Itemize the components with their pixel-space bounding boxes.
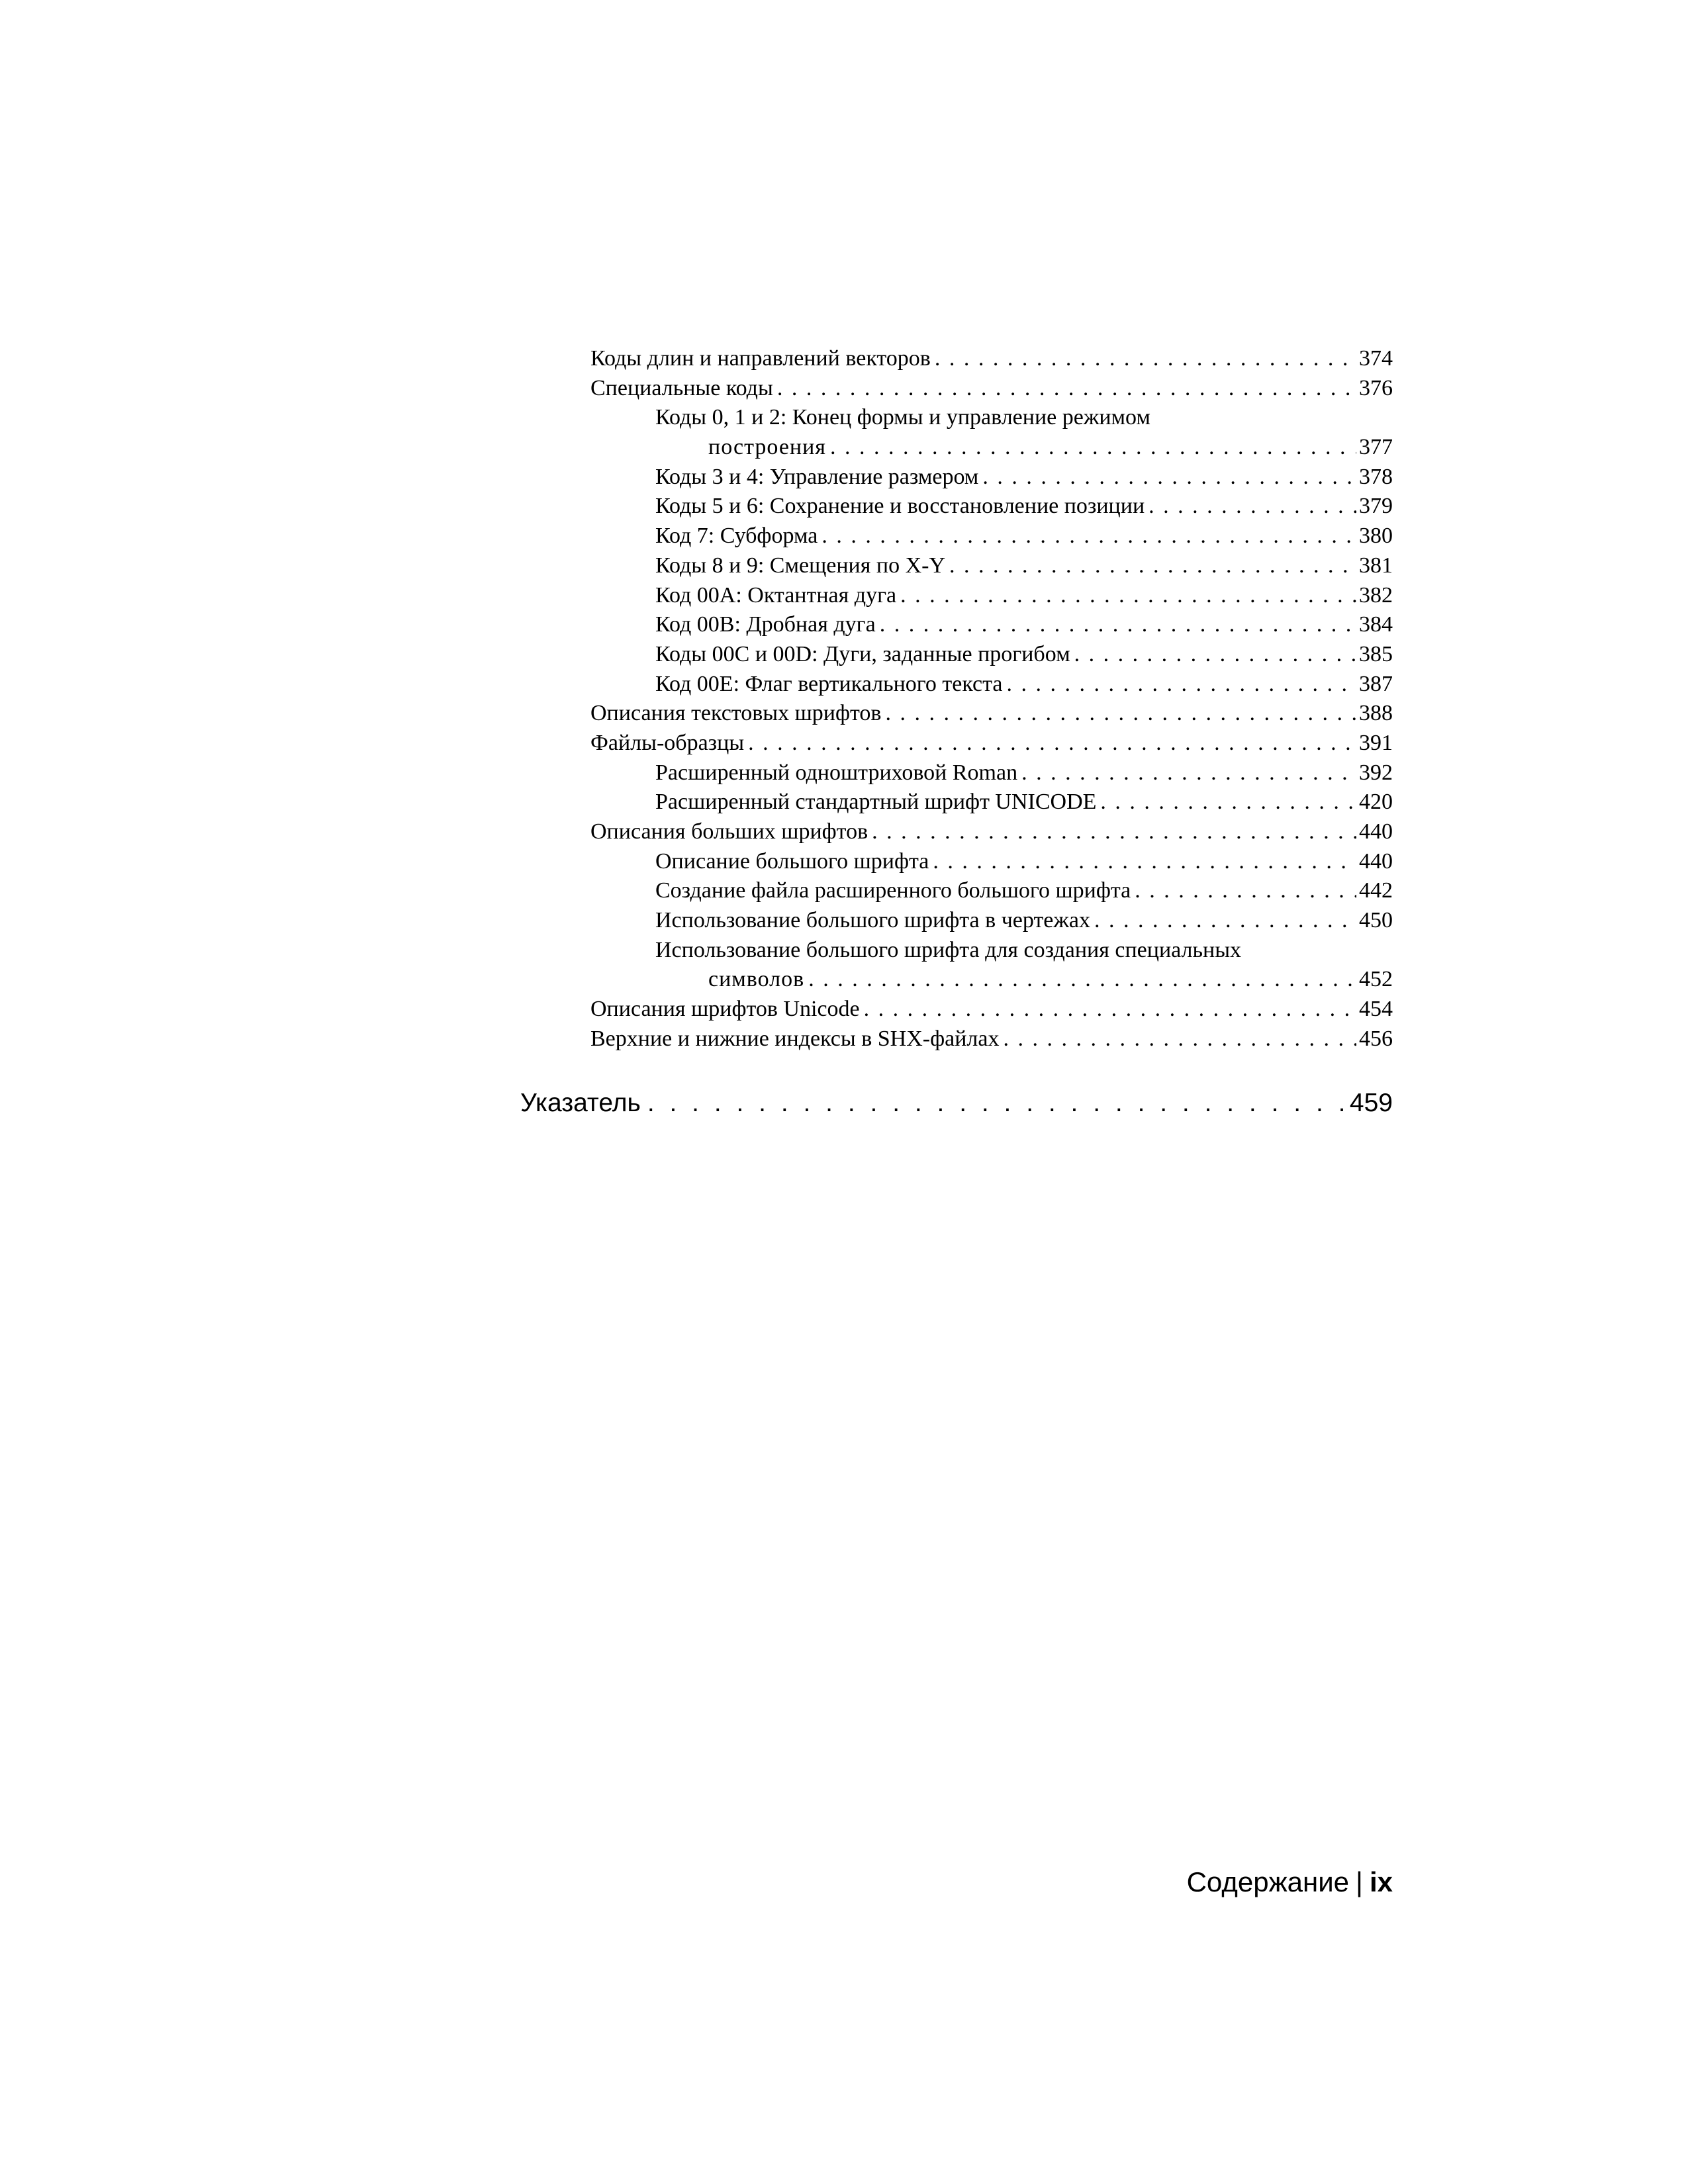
toc-entry-page: 384 [1359, 612, 1393, 637]
toc-entry-title: Создание файла расширенного большого шрифта [655, 878, 1131, 903]
toc-entry[interactable] [590, 670, 1393, 700]
toc-entry-title: Код 00B: Дробная дуга [655, 612, 876, 637]
footer-section-title: Содержание [1186, 1866, 1350, 1897]
dot-leader [1131, 876, 1356, 906]
toc-entry[interactable] [590, 610, 1393, 640]
dot-leader [860, 995, 1356, 1024]
dot-leader [1017, 758, 1356, 788]
toc-entry-title-line1: Использование большого шрифта для создания специальных [655, 937, 1242, 962]
dot-leader [868, 817, 1356, 847]
toc-entry-page: 450 [1359, 908, 1393, 933]
dot-leader [999, 1024, 1356, 1054]
toc-entry-title: Код 00E: Флаг вертикального текста [655, 671, 1003, 696]
toc-entry-page: 381 [1359, 553, 1393, 578]
dot-leader [929, 847, 1356, 877]
toc-entry[interactable] [590, 640, 1393, 670]
toc-entry-title-line1: Коды 0, 1 и 2: Конец формы и управление режимом [655, 405, 1150, 430]
toc-entry[interactable] [590, 995, 1393, 1024]
dot-leader [1002, 670, 1356, 700]
dot-leader [945, 551, 1356, 581]
dot-leader [876, 610, 1356, 640]
dot-leader [818, 522, 1356, 551]
toc-entry-title: Коды 00C и 00D: Дуги, заданные прогибом [655, 641, 1070, 666]
toc-entry-page: 379 [1359, 494, 1393, 519]
toc-entry-title: Коды 5 и 6: Сохранение и восстановление позиции [655, 494, 1145, 519]
toc-entry-title: Расширенный одноштриховой Roman [655, 760, 1018, 785]
toc-entry[interactable] [590, 522, 1393, 551]
dot-leader [1145, 492, 1356, 522]
dot-leader [773, 374, 1356, 404]
dot-leader [826, 433, 1356, 463]
toc-entry-page: 440 [1359, 848, 1393, 874]
index-entry-title: Указатель [520, 1089, 641, 1117]
dot-leader [1070, 640, 1356, 670]
toc-entry-title: Описания больших шрифтов [590, 819, 868, 844]
toc-entry-title: Коды 8 и 9: Смещения по X-Y [655, 553, 945, 578]
toc-entry[interactable] [590, 758, 1393, 788]
toc-entry-page: 374 [1359, 346, 1393, 371]
toc-entry-title: Специальные коды [590, 375, 773, 400]
toc-entry[interactable] [590, 581, 1393, 611]
toc-entry[interactable] [590, 876, 1393, 906]
toc-entry[interactable] [590, 492, 1393, 522]
toc-entry[interactable] [590, 1024, 1393, 1054]
toc-entry-title: Код 00A: Октантная дуга [655, 582, 897, 608]
toc-entry[interactable] [590, 463, 1393, 492]
toc-entry-title: Описания текстовых шрифтов [590, 701, 882, 726]
toc-entry-title: Использование большого шрифта в чертежах [655, 908, 1090, 933]
toc-entry-page: 376 [1359, 375, 1393, 400]
dot-leader [978, 463, 1356, 492]
dot-leader [804, 965, 1356, 995]
toc-entry-page: 380 [1359, 523, 1393, 549]
dot-leader [931, 344, 1356, 374]
dot-leader [896, 581, 1356, 611]
toc-entry-title: Описание большого шрифта [655, 848, 929, 874]
toc-entry[interactable] [590, 729, 1393, 758]
toc-entry[interactable] [590, 817, 1393, 847]
page-footer [1187, 1866, 1393, 1898]
toc-entry-page: 391 [1359, 730, 1393, 755]
toc-entry-title: Файлы-образцы [590, 730, 745, 755]
toc-entry-title-line2: символов [708, 967, 805, 992]
toc-entry-title: Расширенный стандартный шрифт UNICODE [655, 790, 1097, 815]
toc-entry[interactable] [590, 788, 1393, 817]
index-toc-entry[interactable] [520, 1089, 1393, 1118]
toc-entry[interactable] [590, 847, 1393, 877]
toc-entry-title: Описания шрифтов Unicode [590, 997, 860, 1022]
toc-entry[interactable] [590, 936, 1393, 995]
toc-entry-page: 387 [1359, 671, 1393, 696]
toc-entry-title: Код 7: Субформа [655, 523, 818, 549]
toc-entry-page: 440 [1359, 819, 1393, 844]
dot-leader [641, 1089, 1346, 1118]
toc-entry-page: 420 [1359, 790, 1393, 815]
toc-entry-page: 378 [1359, 464, 1393, 489]
toc-entry-page: 385 [1359, 641, 1393, 666]
toc-entry-title: Коды длин и направлений векторов [590, 346, 931, 371]
toc-entry-page: 454 [1359, 997, 1393, 1022]
table-of-contents [590, 344, 1393, 1054]
toc-entry-title: Коды 3 и 4: Управление размером [655, 464, 979, 489]
toc-entry-title-line2: построения [708, 435, 826, 460]
toc-entry[interactable] [590, 374, 1393, 404]
footer-separator: | [1356, 1866, 1363, 1897]
toc-entry-title: Верхние и нижние индексы в SHX-файлах [590, 1026, 1000, 1051]
toc-entry-page: 382 [1359, 582, 1393, 608]
toc-entry[interactable] [590, 344, 1393, 374]
toc-entry-page: 452 [1359, 967, 1393, 992]
dot-leader [744, 729, 1356, 758]
toc-entry-page: 388 [1359, 701, 1393, 726]
dot-leader [1096, 788, 1356, 817]
toc-entry-page: 392 [1359, 760, 1393, 785]
index-entry-page: 459 [1349, 1089, 1393, 1117]
toc-entry[interactable] [590, 699, 1393, 729]
dot-leader [881, 699, 1356, 729]
toc-entry-page: 377 [1359, 435, 1393, 460]
toc-entry[interactable] [590, 403, 1393, 462]
toc-entry-page: 456 [1359, 1026, 1393, 1051]
footer-page-number: ix [1369, 1866, 1393, 1897]
dot-leader [1090, 906, 1356, 936]
toc-entry[interactable] [590, 906, 1393, 936]
toc-entry[interactable] [590, 551, 1393, 581]
toc-entry-page: 442 [1359, 878, 1393, 903]
